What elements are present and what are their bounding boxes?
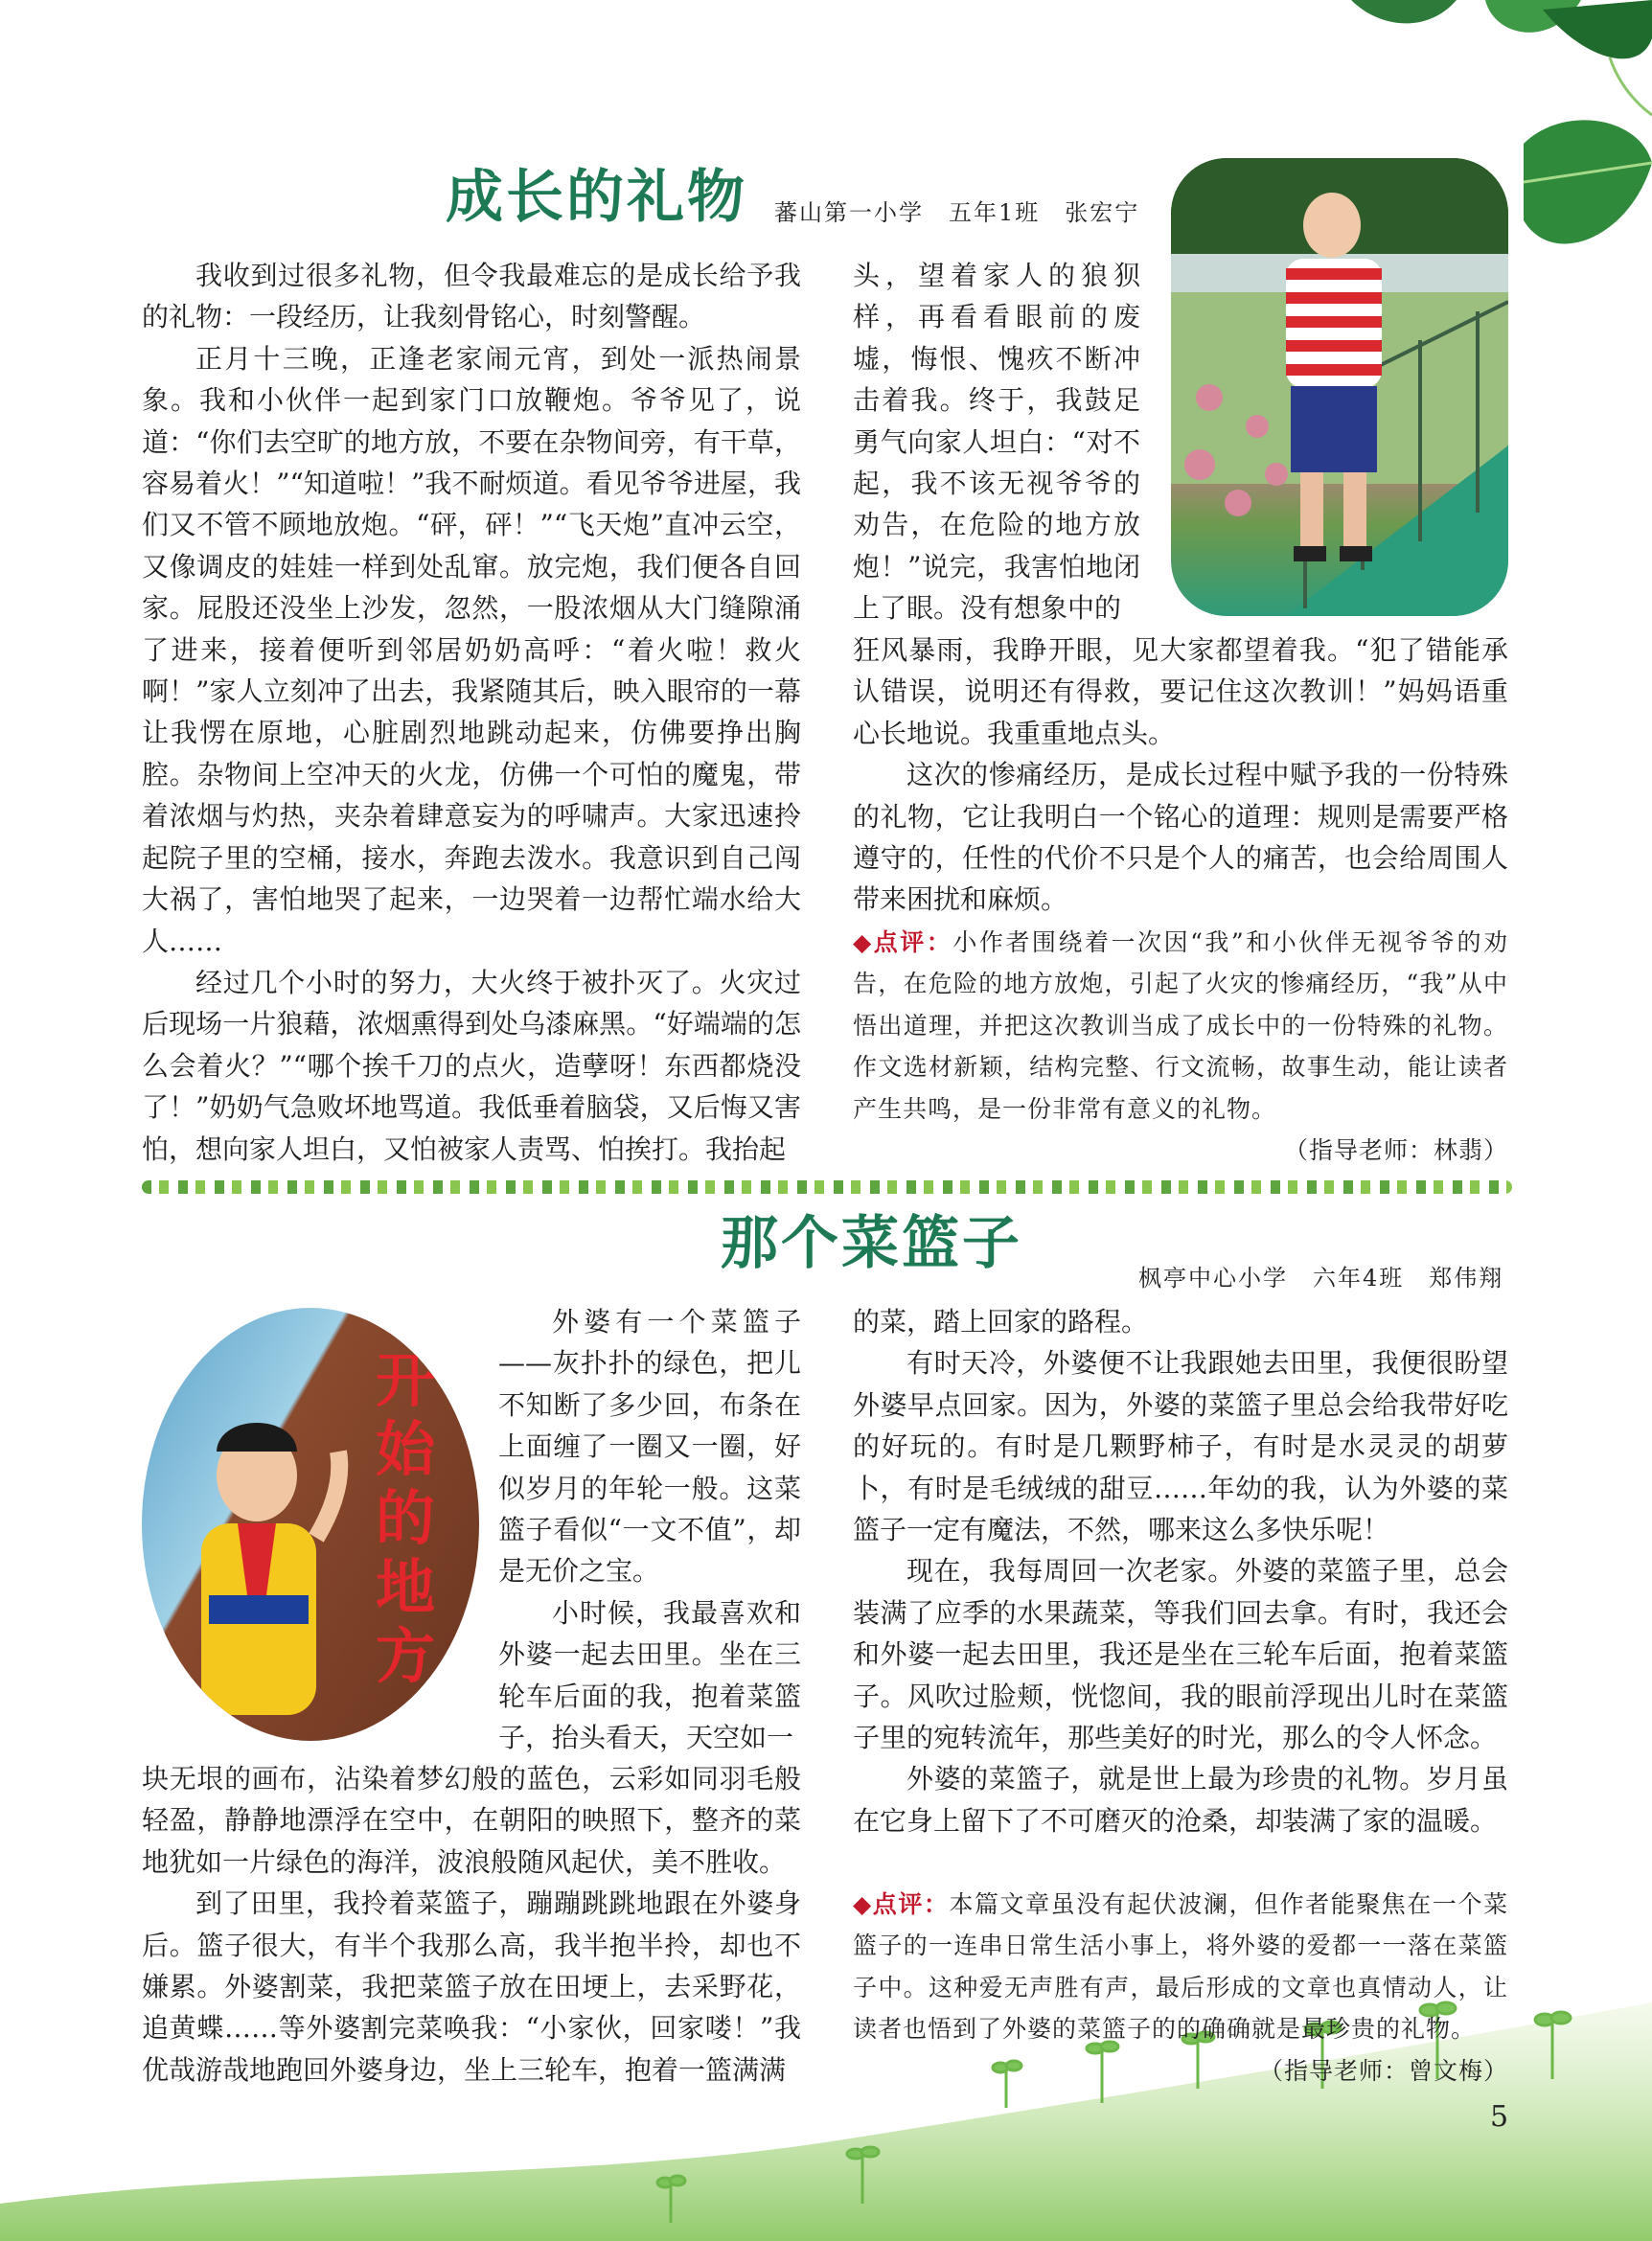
article1-paragraph: 狂风暴雨，我睁开眼，见大家都望着我。“犯了错能承认错误，说明还有得救，要记住这次教训！”妈妈语重心长地说。我重重地点头。 <box>853 634 1508 749</box>
article2-title: 那个菜篮子 <box>721 1210 1022 1277</box>
article2-paragraph: 的菜，踏上回家的路程。 <box>853 1306 1149 1338</box>
article2-byline: 枫亭中心小学 六年4班 郑伟翔 <box>1138 1265 1504 1292</box>
article1-paragraph: 头，望着家人的狼狈样，再看看眼前的废墟，悔恨、愧疚不断冲击着我。终于，我鼓足勇气向家人坦白：“对不起，我不该无视爷爷的劝告，在危险的地方放炮！”说完，我害怕地闭上了眼。没有想象中的 <box>853 260 1140 625</box>
article2-left-column <box>142 1758 801 2091</box>
article2-paragraph: 有时天冷，外婆便不让我跟她去田里，我便很盼望外婆早点回家。因为，外婆的菜篮子里总会给我带好吃的好玩的。有时是几颗野柿子，有时是水灵灵的胡萝卜，有时是毛绒绒的甜豆……年幼的我，认为外婆的菜篮子一定有魔法，不然，哪来这么多快乐呢！ <box>853 1347 1508 1546</box>
comment-label: ◆点评： <box>853 1890 950 1918</box>
article2-paragraph: 现在，我每周回一次老家。外婆的菜篮子里，总会装满了应季的水果蔬菜，等我们回去拿。有时，我还会和外婆一起去田里，我还是坐在三轮车后面，抱着菜篮子。风吹过脸颊，恍惚间，我的眼前浮现出儿时在菜篮子里的宛转流年，那些美好的时光，那么的令人怀念。 <box>853 1555 1508 1754</box>
article2-paragraph: 外婆的菜篮子，就是世上最为珍贵的礼物。岁月虽在它身上留下了不可磨灭的沧桑，却装满了家的温暖。 <box>853 1763 1508 1837</box>
article2-narrow-column <box>498 1301 801 1758</box>
article1-paragraph: 这次的惨痛经历，是成长过程中赋予我的一份特殊的礼物，它让我明白一个铭心的道理：规则是需要严格遵守的，任性的代价不只是个人的痛苦，也会给周围人带来困扰和麻烦。 <box>853 759 1508 916</box>
article2-teacher: （指导老师：曾文梅） <box>1258 2056 1508 2085</box>
article1-byline: 蕃山第一小学 五年1班 张宏宁 <box>774 199 1140 226</box>
article1-right-column <box>853 629 1508 921</box>
photo-sign-text: 开 始 的 地 方 <box>375 1345 435 1691</box>
article2-paragraph: 小时候，我最喜欢和外婆一起去田里。坐在三轮车后面的我，抱着菜篮子，抬头看天，天空如一 <box>498 1596 801 1754</box>
comment-text: 本篇文章虽没有起伏波澜，但作者能聚焦在一个菜篮子的一连串日常生活小事上，将外婆的爱都一一落在菜篮子中。这种爱无声胜有声，最后形成的文章也真情动人，让读者也悟到了外婆的菜篮子的的确确就是最珍贵的礼物。 <box>853 1890 1508 2044</box>
article2-comment <box>853 1884 1508 2092</box>
article1-paragraph: 正月十三晚，正逢老家闹元宵，到处一派热闹景象。我和小伙伴一起到家门口放鞭炮。爷爷见了，说道：“你们去空旷的地方放，不要在杂物间旁，有干草，容易着火！”“知道啦！”我不耐烦道。看见爷爷进屋，我们又不管不顾地放炮。“砰，砰！”“飞天炮”直冲云空，又像调皮的娃娃一样到处乱窜。放完炮，我们便各自回家。屁股还没坐上沙发，忽然，一股浓烟从大门缝隙涌了进来，接着便听到邻居奶奶高呼：“着火啦！救火啊！”家人立刻冲了出去，我紧随其后，映入眼帘的一幕让我愣在原地，心脏剧烈地跳动起来，仿佛要挣出胸腔。杂物间上空冲天的火龙，仿佛一个可怕的魔鬼，带着浓烟与灼热，夹杂着肆意妄为的呼啸声。大家迅速拎起院子里的空桶，接水，奔跑去泼水。我意识到自己闯大祸了，害怕地哭了起来，一边哭着一边帮忙端水给大人…… <box>142 342 801 957</box>
article1-paragraph: 经过几个小时的努力，大火终于被扑灭了。火灾过后现场一片狼藉，浓烟熏得到处乌漆麻黑。“好端端的怎么会着火？”“哪个挨千刀的点火，造孽呀！东西都烧没了！”奶奶气急败坏地骂道。我低垂着脑袋，又后悔又害怕，想向家人坦白，又怕被家人责骂、怕挨打。我抬起 <box>142 966 801 1165</box>
article2-paragraph: 到了田里，我拎着菜篮子，蹦蹦跳跳地跟在外婆身后。篮子很大，有半个我那么高，我半抱半拎，却也不嫌累。外婆割菜，我把菜篮子放在田埂上，去采野花，追黄蝶……等外婆割完菜唤我：“小家伙，回家喽！”我优哉游哉地跑回外婆身边，坐上三轮车，抱着一篮满满 <box>142 1887 801 2086</box>
page-number: 5 <box>1490 2100 1509 2134</box>
article2-author-photo <box>142 1308 479 1741</box>
article2-right-column <box>853 1301 1508 1841</box>
comment-label: ◆点评： <box>853 928 953 956</box>
article1-title: 成长的礼物 <box>446 164 747 231</box>
article2-paragraph: 块无垠的画布，沾染着梦幻般的蓝色，云彩如同羽毛般轻盈，静静地漂浮在空中，在朝阳的映照下，整齐的菜地犹如一片绿色的海洋，波浪般随风起伏，美不胜收。 <box>142 1763 801 1878</box>
comment-text: 小作者围绕着一次因“我”和小伙伴无视爷爷的劝告，在危险的地方放炮，引起了火灾的惨痛经历，“我”从中悟出道理，并把这次教训当成了成长中的一份特殊的礼物。作文选材新颖，结构完整、行文流畅，故事生动，能让读者产生共鸣，是一份非常有意义的礼物。 <box>853 928 1508 1123</box>
article1-author-photo <box>1171 158 1508 616</box>
article1-left-column <box>142 255 801 1170</box>
article1-teacher: （指导老师：林翡） <box>1283 1136 1508 1165</box>
section-divider <box>142 1180 1512 1194</box>
article2-paragraph: 外婆有一个菜篮子——灰扑扑的绿色，把儿不知断了多少回，布条在上面缠了一圈又一圈，好似岁月的年轮一般。这菜篮子看似“一文不值”，却是无价之宝。 <box>498 1306 801 1588</box>
article1-right-column-narrow <box>853 255 1140 629</box>
article1-comment <box>853 922 1508 1171</box>
article1-paragraph: 我收到过很多礼物，但令我最难忘的是成长给予我的礼物：一段经历，让我刻骨铭心，时刻警醒。 <box>142 260 801 333</box>
